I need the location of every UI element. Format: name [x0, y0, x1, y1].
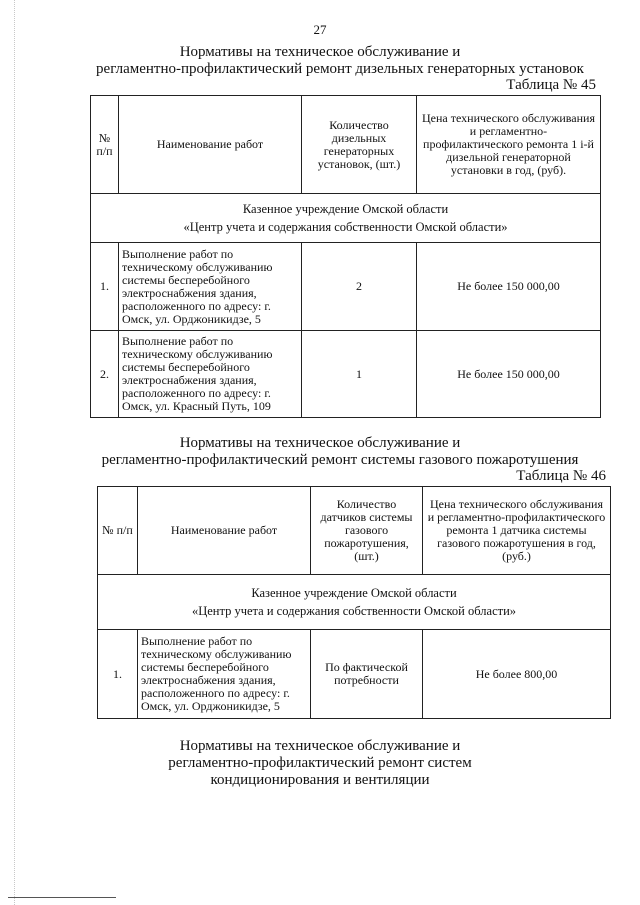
table-row: [91, 243, 601, 331]
row-num: 2.: [91, 331, 119, 418]
row-work: Выполнение работ по техническому обслуживанию системы бесперебойного электроснабжения здания, расположенного по адресу: г. Омск, ул. Орджоникидзе, 5: [138, 630, 311, 719]
row-num: 1.: [91, 243, 119, 331]
table-row: [98, 630, 611, 719]
header-work: Наименование работ: [119, 96, 302, 194]
table46-label: Таблица № 46: [516, 468, 606, 484]
institution-line1: Казенное учреждение Омской области: [242, 202, 449, 216]
header-work: Наименование работ: [138, 487, 311, 575]
row-price: Не более 150 000,00: [417, 243, 601, 331]
section2-title-line2: регламентно-профилактический ремонт системы газового пожаротушения: [101, 452, 579, 468]
section1-title-line1: Нормативы на техническое обслуживание и: [179, 44, 461, 60]
section3-title-line2: регламентно-профилактический ремонт систем: [168, 755, 472, 771]
row-qty: По фактической потребности: [311, 630, 423, 719]
footer-rule: [8, 897, 116, 898]
table-46: [97, 486, 611, 719]
section2-title-line1: Нормативы на техническое обслуживание и: [179, 435, 461, 451]
table46-header-row: [98, 487, 611, 575]
page-number: 27: [313, 22, 327, 37]
table46-institution-row: [98, 575, 611, 630]
header-price: Цена технического обслуживания и регламентно-профилактического ремонта 1 і-й дизельной генераторной установки в год, (руб).: [417, 96, 601, 194]
institution-cell: [91, 194, 601, 243]
header-price: Цена технического обслуживания и регламентно-профилактического ремонта 1 датчика системы газового пожаротушения в год, (руб.): [423, 487, 611, 575]
table45-label: Таблица № 45: [506, 77, 596, 93]
row-qty: 2: [302, 243, 417, 331]
row-work: Выполнение работ по техническому обслуживанию системы бесперебойного электроснабжения здания, расположенного по адресу: г. Омск, ул. Орджоникидзе, 5: [119, 243, 302, 331]
section3-title-line3: кондиционирования и вентиляции: [210, 772, 430, 788]
header-qty: Количество датчиков системы газового пожаротушения, (шт.): [311, 487, 423, 575]
table45-institution-row: [91, 194, 601, 243]
institution-line2: «Центр учета и содержания собственности Омской области»: [183, 220, 508, 234]
section3-title-line1: Нормативы на техническое обслуживание и: [179, 738, 461, 754]
institution-cell: [98, 575, 611, 630]
table-45: [90, 95, 601, 418]
row-num: 1.: [98, 630, 138, 719]
header-num: № п/п: [98, 487, 138, 575]
row-price: Не более 150 000,00: [417, 331, 601, 418]
row-price: Не более 800,00: [423, 630, 611, 719]
table-row: [91, 331, 601, 418]
header-qty: Количество дизельных генераторных установок, (шт.): [302, 96, 417, 194]
institution-line2: «Центр учета и содержания собственности Омской области»: [191, 604, 517, 618]
section1-title-line2: регламентно-профилактический ремонт дизельных генераторных установок: [96, 61, 584, 77]
row-work: Выполнение работ по техническому обслуживанию системы бесперебойного электроснабжения здания, расположенного по адресу: г. Омск, ул. Красный Путь, 109: [119, 331, 302, 418]
row-qty: 1: [302, 331, 417, 418]
table45-header-row: [91, 96, 601, 194]
header-num: № п/п: [91, 96, 119, 194]
institution-line1: Казенное учреждение Омской области: [251, 586, 457, 600]
